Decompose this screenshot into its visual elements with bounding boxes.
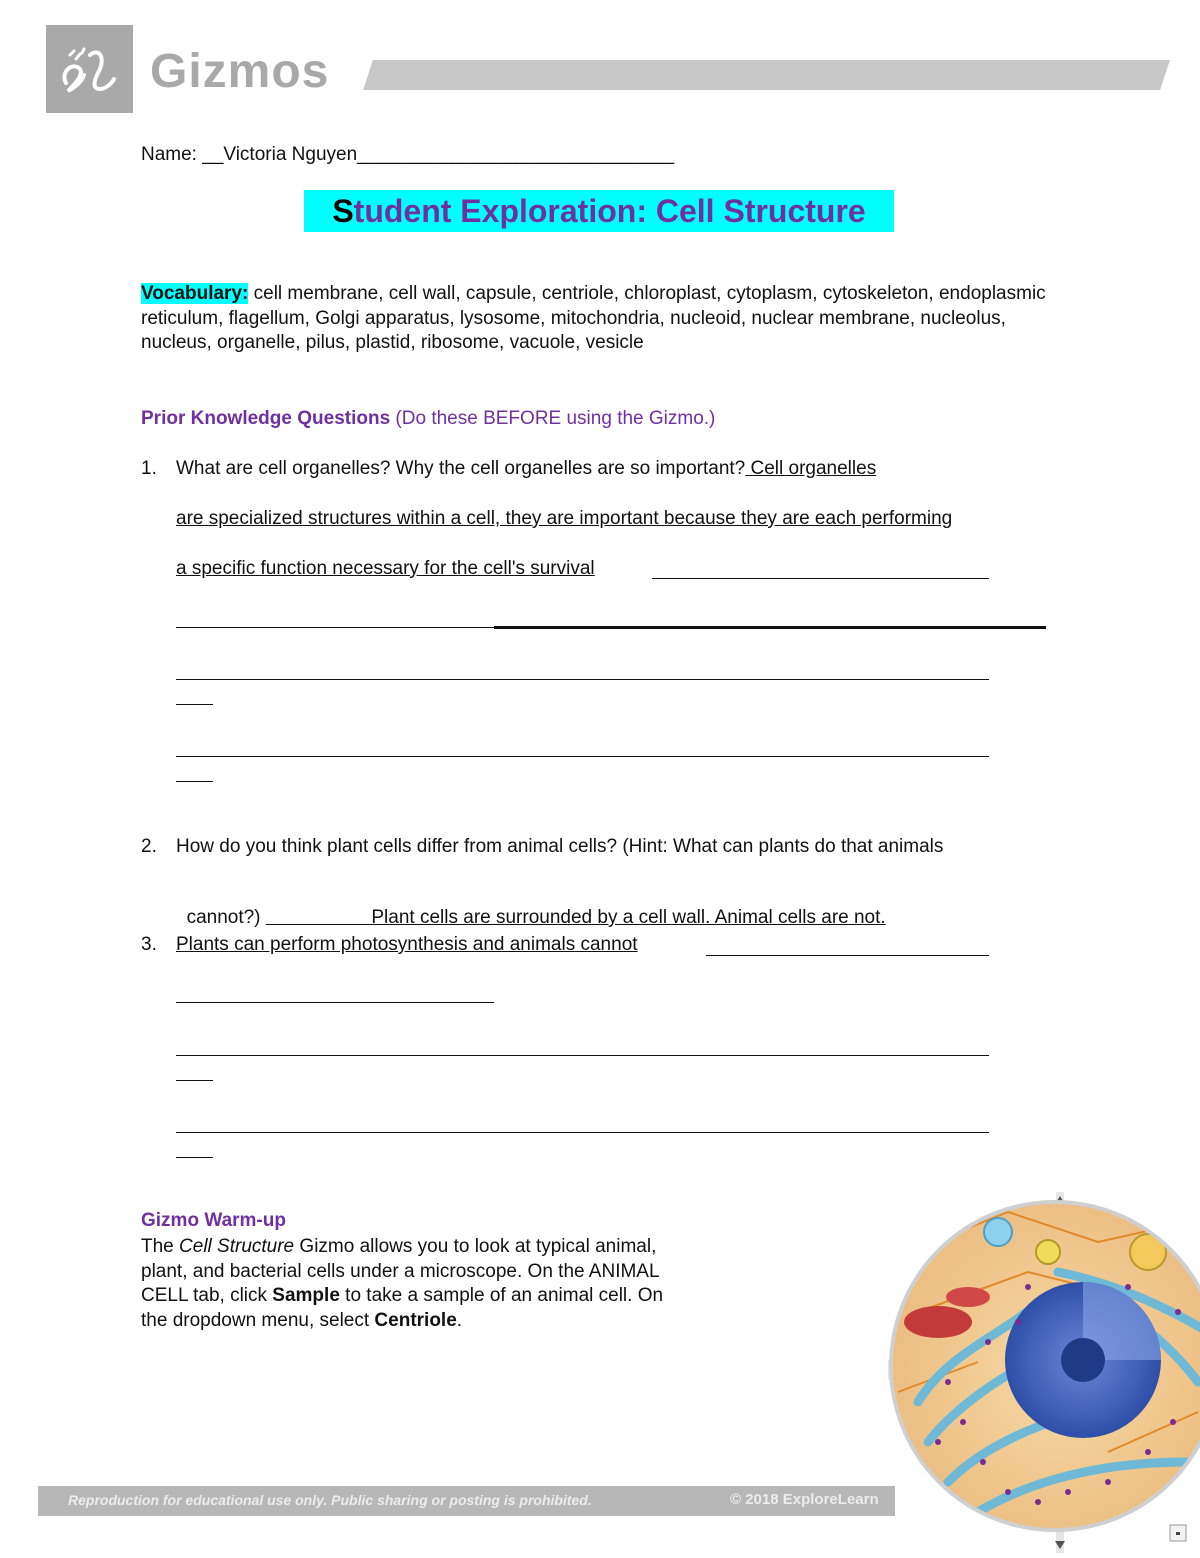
answer-blank[interactable] <box>494 626 1046 629</box>
answer-blank[interactable] <box>176 1055 989 1056</box>
prior-knowledge-note: (Do these BEFORE using the Gizmo.) <box>390 408 716 429</box>
header-bar <box>363 60 1170 90</box>
question-2-answer[interactable]: Plant cells are surrounded by a cell wall. Animal cells are not. <box>265 907 886 928</box>
footer-copyright: © 2018 ExploreLearn <box>730 1491 879 1508</box>
vocabulary-label: Vocabulary: <box>141 283 249 304</box>
vocabulary-paragraph <box>141 282 1061 356</box>
name-label: Name: <box>141 144 203 165</box>
answer-blank[interactable] <box>176 1002 494 1003</box>
student-name-line <box>141 144 674 166</box>
warmup-text-1: The <box>141 1236 180 1257</box>
warmup-text-3: to take a sample of an animal cell. On the dropdown menu, select <box>141 1285 664 1332</box>
animal-cell-microscope-image <box>888 1192 1200 1558</box>
title-rest: tudent Exploration: Cell Structure <box>353 193 866 229</box>
question-1-answer-line-2[interactable]: are specialized structures within a cell, they are important because they are each performing <box>176 508 953 529</box>
answer-blank[interactable] <box>176 627 494 628</box>
question-2-prompt-cont: cannot?) <box>186 907 266 928</box>
question-3-number: 3. <box>141 934 157 955</box>
question-2-prompt: How do you think plant cells differ from animal cells? (Hint: What can plants do that animals <box>176 836 944 857</box>
question-1-text: What are cell organelles? Why the cell organelles are so important? <box>176 458 746 479</box>
warmup-heading: Gizmo Warm-up <box>141 1210 286 1231</box>
warmup-sample-label: Sample <box>272 1285 340 1307</box>
question-1-number: 1. <box>141 458 157 479</box>
answer-blank[interactable] <box>176 1132 989 1133</box>
prior-knowledge-title: Prior Knowledge Questions <box>141 408 391 429</box>
answer-blank[interactable] <box>176 1157 213 1158</box>
footer-bar <box>38 1486 895 1516</box>
warmup-text-2: Gizmo allows you to look at typical animal, plant, and bacterial cells under a microscope. On the ANIMAL CELL tab, click <box>141 1236 659 1307</box>
footer-notice: Reproduction for educational use only. Public sharing or posting is prohibited. <box>68 1492 592 1508</box>
answer-blank[interactable] <box>706 955 989 956</box>
question-2-answer-line <box>176 885 886 929</box>
vocabulary-list: cell membrane, cell wall, capsule, centriole, chloroplast, cytoplasm, cytoskeleton, endoplasmic reticulum, flagellum, Golgi apparatus, lysosome, mitochondria, nucleoid, nuclear membrane, nucleolus, nucleus, organelle, pilus, plastid, ribosome, vacuole, vesicle <box>141 283 1046 353</box>
warmup-centriole-label: Centriole <box>374 1310 457 1332</box>
warmup-paragraph <box>141 1235 671 1334</box>
answer-blank[interactable] <box>176 704 213 705</box>
page-title-highlight <box>304 190 894 232</box>
brand-name: Gizmos <box>150 45 330 98</box>
student-name-value: __Victoria Nguyen______________________________ <box>202 144 675 165</box>
question-3-answer[interactable]: Plants can perform photosynthesis and animals cannot <box>176 934 638 955</box>
answer-blank[interactable] <box>176 756 989 757</box>
question-1-answer-start: Cell organelles <box>745 458 877 479</box>
answer-blank[interactable] <box>652 578 989 579</box>
title-first-letter: S <box>332 193 354 229</box>
answer-blank[interactable] <box>176 679 989 680</box>
warmup-text-4: . <box>456 1310 463 1332</box>
explorelearning-logo-icon <box>46 25 133 113</box>
question-1-prompt <box>176 458 876 480</box>
question-2-number: 2. <box>141 836 157 857</box>
prior-knowledge-heading <box>141 408 715 430</box>
answer-blank[interactable] <box>176 781 213 782</box>
page-title <box>304 190 894 232</box>
answer-blank[interactable] <box>176 1080 213 1081</box>
question-1-answer-line-3[interactable]: a specific function necessary for the cell's survival <box>176 558 595 579</box>
gizmos-logo <box>46 25 133 113</box>
warmup-gizmo-name: Cell Structure <box>179 1236 295 1257</box>
